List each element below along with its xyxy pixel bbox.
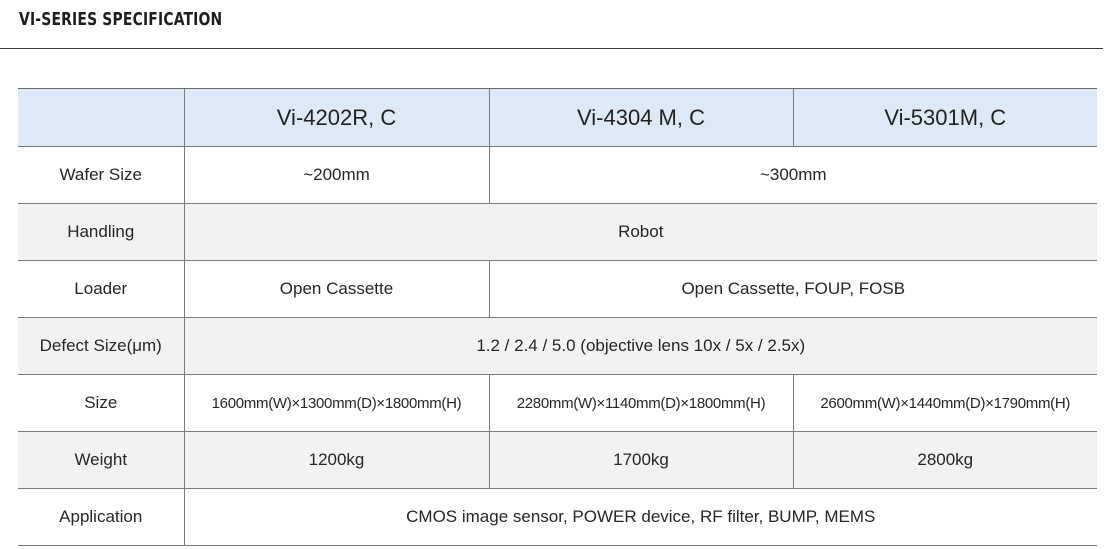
header-cell-model-vi-4304m: Vi-4304 M, C [489, 89, 793, 147]
row-label: Application [18, 489, 184, 546]
table-cell: ~300mm [489, 147, 1097, 204]
table-row-weight [18, 432, 1097, 489]
table-cell: Open Cassette [184, 261, 489, 318]
table-cell: 1.2 / 2.4 / 5.0 (objective lens 10x / 5x / 2.5x) [184, 318, 1097, 375]
table-row-defect-size [18, 318, 1097, 375]
table-cell: 1600mm(W)×1300mm(D)×1800mm(H) [184, 375, 489, 432]
row-label: Wafer Size [18, 147, 184, 204]
table-cell: 2800kg [793, 432, 1097, 489]
table-cell: CMOS image sensor, POWER device, RF filter, BUMP, MEMS [184, 489, 1097, 546]
row-label: Defect Size(μm) [18, 318, 184, 375]
table-cell: Robot [184, 204, 1097, 261]
table-cell: 2280mm(W)×1140mm(D)×1800mm(H) [489, 375, 793, 432]
row-label: Loader [18, 261, 184, 318]
table-cell: 1700kg [489, 432, 793, 489]
title-divider [0, 48, 1103, 49]
row-label: Handling [18, 204, 184, 261]
table-row-loader [18, 261, 1097, 318]
header-cell-empty [18, 89, 184, 147]
page-title: VI-SERIES SPECIFICATION [19, 9, 223, 30]
table-cell: 1200kg [184, 432, 489, 489]
header-cell-model-vi-5301m: Vi-5301M, C [793, 89, 1097, 147]
table-row-handling [18, 204, 1097, 261]
row-label: Size [18, 375, 184, 432]
header-cell-model-vi-4202r: Vi-4202R, C [184, 89, 489, 147]
table-header-row [18, 89, 1097, 147]
table-cell: Open Cassette, FOUP, FOSB [489, 261, 1097, 318]
table-row-wafer-size [18, 147, 1097, 204]
row-label: Weight [18, 432, 184, 489]
table-cell: ~200mm [184, 147, 489, 204]
table-cell: 2600mm(W)×1440mm(D)×1790mm(H) [793, 375, 1097, 432]
table-row-application [18, 489, 1097, 546]
spec-table [18, 88, 1097, 546]
table-row-size [18, 375, 1097, 432]
